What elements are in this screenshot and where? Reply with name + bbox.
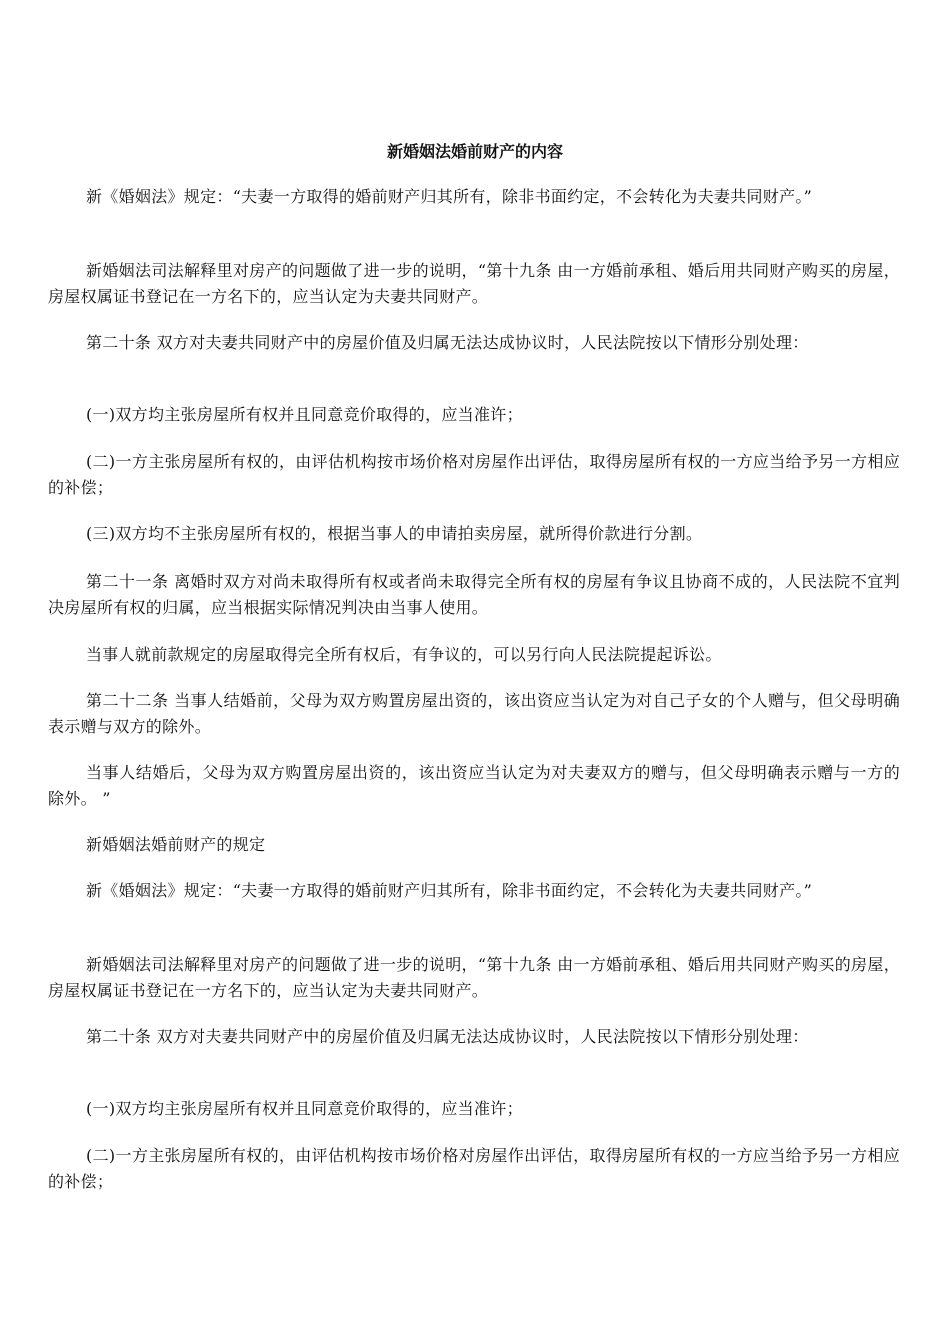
- paragraph: 新《婚姻法》规定：“夫妻一方取得的婚前财产归其所有，除非书面约定，不会转化为夫妻共同财产。”: [86, 881, 813, 900]
- paragraph: 新《婚姻法》规定：“夫妻一方取得的婚前财产归其所有，除非书面约定，不会转化为夫妻共同财产。”: [86, 187, 813, 206]
- paragraph: 新婚姻法司法解释里对房产的问题做了进一步的说明，“第十九条 由一方婚前承租、婚后用共同财产购买的房屋，房屋权属证书登记在一方名下的，应当认定为夫妻共同财产。: [48, 261, 900, 306]
- document-title: 新婚姻法婚前财产的内容: [386, 142, 563, 161]
- paragraph: 第二十一条 离婚时双方对尚未取得所有权或者尚未取得完全所有权的房屋有争议且协商不成的，人民法院不宜判决房屋所有权的归属，应当根据实际情况判决由当事人使用。: [48, 572, 900, 617]
- paragraph: 第二十条 双方对夫妻共同财产中的房屋价值及归属无法达成协议时，人民法院按以下情形分别处理：: [86, 1027, 809, 1046]
- paragraph: 当事人结婚后，父母为双方购置房屋出资的，该出资应当认定为对夫妻双方的赠与，但父母明确表示赠与一方的除外。 ”: [48, 763, 900, 808]
- paragraph: 第二十条 双方对夫妻共同财产中的房屋价值及归属无法达成协议时，人民法院按以下情形分别处理：: [86, 333, 809, 352]
- paragraph: (一)双方均主张房屋所有权并且同意竞价取得的，应当准许；: [86, 405, 523, 424]
- paragraph: (二)一方主张房屋所有权的，由评估机构按市场价格对房屋作出评估，取得房屋所有权的一方应当给予另一方相应的补偿；: [48, 1146, 900, 1191]
- paragraph: 当事人就前款规定的房屋取得完全所有权后，有争议的，可以另行向人民法院提起诉讼。: [86, 645, 722, 664]
- section-heading: 新婚姻法婚前财产的规定: [86, 835, 266, 854]
- paragraph: 第二十二条 当事人结婚前，父母为双方购置房屋出资的，该出资应当认定为对自己子女的个人赠与，但父母明确表示赠与双方的除外。: [48, 691, 900, 736]
- paragraph: 新婚姻法司法解释里对房产的问题做了进一步的说明，“第十九条 由一方婚前承租、婚后用共同财产购买的房屋，房屋权属证书登记在一方名下的，应当认定为夫妻共同财产。: [48, 955, 900, 1000]
- paragraph: (一)双方均主张房屋所有权并且同意竞价取得的，应当准许；: [86, 1099, 523, 1118]
- paragraph: (三)双方均不主张房屋所有权的，根据当事人的申请拍卖房屋，就所得价款进行分割。: [86, 524, 703, 543]
- paragraph: (二)一方主张房屋所有权的，由评估机构按市场价格对房屋作出评估，取得房屋所有权的一方应当给予另一方相应的补偿；: [48, 452, 900, 497]
